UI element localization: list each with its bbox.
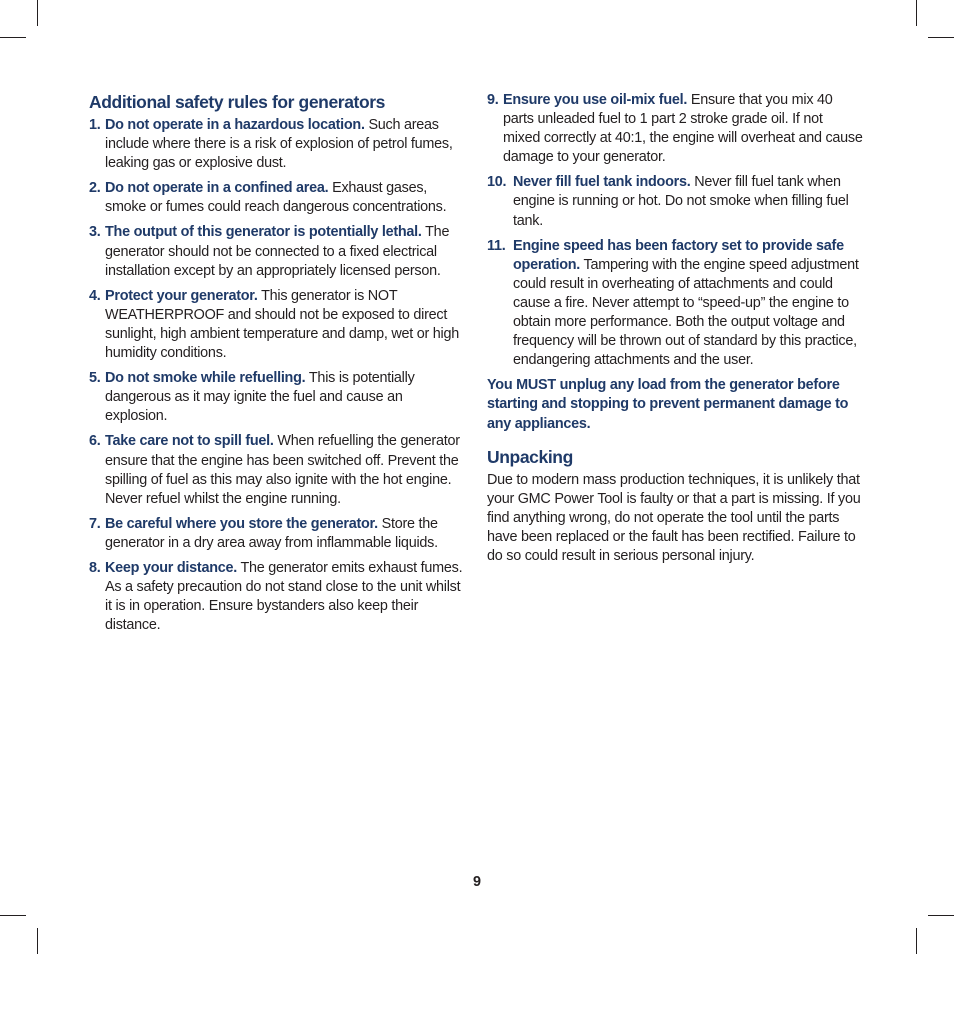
rule-number: 1. bbox=[89, 117, 101, 133]
crop-mark bbox=[928, 37, 954, 38]
crop-mark bbox=[916, 928, 917, 954]
safety-rule-2 bbox=[89, 179, 469, 217]
crop-mark bbox=[0, 37, 26, 38]
rule-text: This is potentially dangerous as it may ignite the fuel and cause an explosion. bbox=[105, 370, 415, 425]
rule-lead: Protect your generator. bbox=[105, 287, 258, 304]
rule-text: This generator is NOT WEATHERPROOF and should not be exposed to direct sunlight, high ambient temperature and damp, wet or high humidity conditions. bbox=[105, 287, 459, 362]
right-column bbox=[487, 91, 867, 566]
rule-lead: Engine speed has been factory set to provide safe operation. bbox=[513, 237, 844, 273]
safety-rule-1 bbox=[89, 116, 469, 173]
crop-mark bbox=[0, 915, 26, 916]
rule-text: The generator emits exhaust fumes. As a safety precaution do not stand close to the unit whilst it is in operation. Ensure bystanders also keep their distance. bbox=[105, 559, 463, 634]
rule-text: When refuelling the generator ensure that the engine has been switched off. Prevent the spilling of fuel as this may also ignite with the hot engine. Never refuel whilst the engine running. bbox=[105, 433, 460, 507]
rule-text: Tampering with the engine speed adjustment could result in overheating of attachments and could cause a fire. Never attempt to “speed-up” the engine to obtain more performance. Both the output voltage and frequency will be thrown out of standard by this practice, endangering attachments and the user. bbox=[513, 256, 859, 369]
rule-text: Exhaust gases, smoke or fumes could reach dangerous concentrations. bbox=[105, 180, 447, 216]
rule-lead: Never fill fuel tank indoors. bbox=[513, 174, 691, 191]
rule-lead: Do not operate in a hazardous location. bbox=[105, 117, 365, 133]
unplug-warning: You MUST unplug any load from the generator before starting and stopping to prevent permanent damage to any appliances. bbox=[487, 377, 849, 432]
crop-mark bbox=[37, 928, 38, 954]
rule-number: 9. bbox=[487, 92, 499, 108]
safety-rule-8 bbox=[89, 559, 469, 635]
rule-number: 8. bbox=[89, 559, 101, 576]
crop-mark bbox=[37, 0, 38, 26]
crop-mark bbox=[928, 915, 954, 916]
safety-rule-3 bbox=[89, 223, 469, 280]
rule-lead: Do not smoke while refuelling. bbox=[105, 370, 306, 387]
safety-rule-7 bbox=[89, 515, 469, 553]
rule-number: 4. bbox=[89, 287, 101, 304]
safety-rule-11 bbox=[487, 237, 867, 371]
safety-rule-6 bbox=[89, 432, 469, 508]
rule-lead: Be careful where you store the generator. bbox=[105, 515, 378, 532]
rule-number: 2. bbox=[89, 180, 101, 197]
rule-number: 3. bbox=[89, 224, 101, 241]
left-column bbox=[89, 91, 469, 641]
rule-number: 7. bbox=[89, 515, 101, 532]
rule-number: 10. bbox=[487, 174, 507, 191]
safety-rule-10 bbox=[487, 173, 873, 230]
rule-text: Never fill fuel tank when engine is running or hot. Do not smoke when filling fuel tank. bbox=[513, 174, 849, 229]
unpacking-heading: Unpacking bbox=[487, 446, 573, 467]
rule-text: Store the generator in a dry area away from inflammable liquids. bbox=[105, 515, 438, 551]
section-heading: Additional safety rules for generators bbox=[89, 92, 385, 112]
safety-rule-9 bbox=[487, 91, 863, 167]
rule-text: Such areas include where there is a risk of explosion of petrol fumes, leaking gas or explosive dust. bbox=[105, 117, 453, 172]
rule-number: 11. bbox=[487, 237, 506, 254]
rule-number: 6. bbox=[89, 433, 101, 450]
rule-lead: Keep your distance. bbox=[105, 559, 238, 576]
rule-text: The generator should not be connected to a fixed electrical installation except by an appropriately licensed person. bbox=[105, 224, 450, 279]
rule-text: Ensure that you mix 40 parts unleaded fuel to 1 part 2 stroke grade oil. If not mixed correctly at 40:1, the engine will overheat and cause damage to your generator. bbox=[503, 92, 863, 166]
rule-lead: Take care not to spill fuel. bbox=[105, 433, 274, 450]
page-number: 9 bbox=[472, 874, 481, 890]
rule-number: 5. bbox=[89, 370, 101, 387]
rule-lead: Ensure you use oil-mix fuel. bbox=[503, 92, 688, 108]
safety-rule-5 bbox=[89, 369, 435, 426]
rule-lead: Do not operate in a confined area. bbox=[105, 180, 329, 197]
safety-rule-4 bbox=[89, 287, 469, 363]
unpacking-text: Due to modern mass production techniques, it is unlikely that your GMC Power Tool is faulty or that a part is missing. If you find anything wrong, do not operate the tool until the parts have been replaced or the fault has been rectified. Failure to do so could result in serious personal injury. bbox=[487, 471, 861, 564]
crop-mark bbox=[916, 0, 917, 26]
rule-lead: The output of this generator is potentially lethal. bbox=[105, 224, 422, 241]
